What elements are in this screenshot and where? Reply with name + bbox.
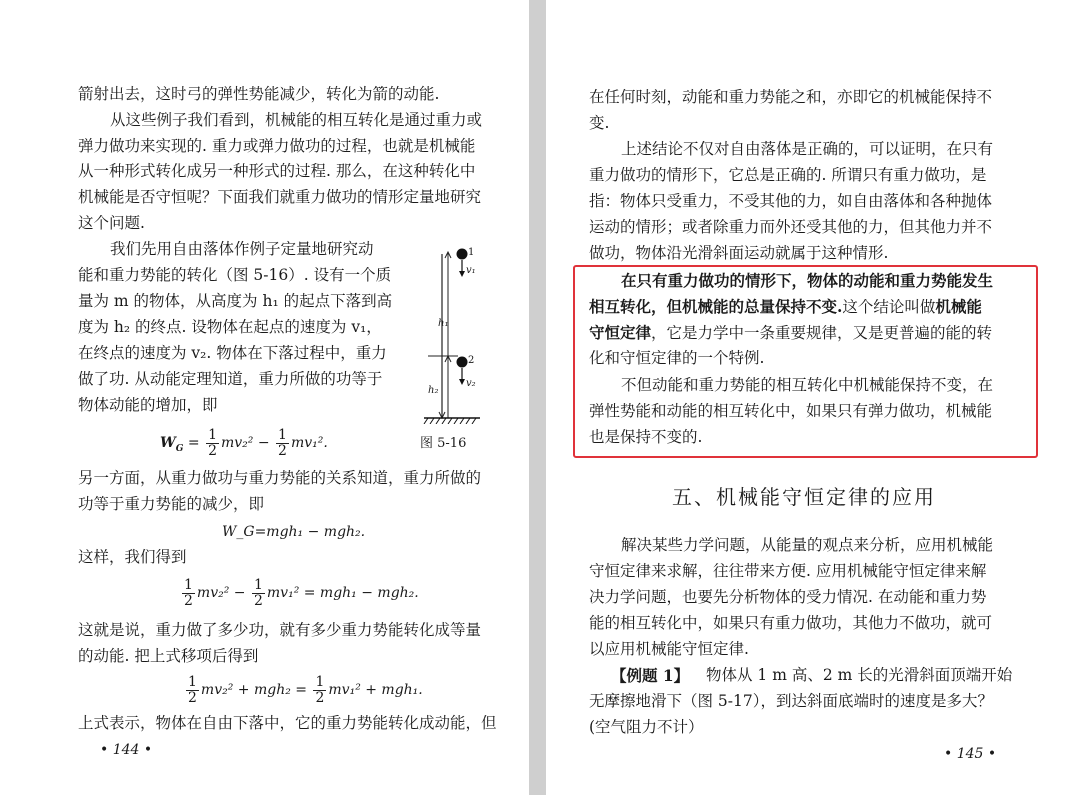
figure-caption: 图 5-16 — [420, 436, 467, 451]
law-term: 机械能 — [935, 297, 982, 316]
text-line: 弹力做功来实现的. 重力或弹力做功的过程，也就是机械能 — [78, 137, 476, 155]
free-fall-figure — [418, 244, 498, 424]
text-line: 从这些例子我们看到，机械能的相互转化是通过重力或 — [110, 111, 483, 129]
text-line: 的动能. 把上式移项后得到 — [78, 647, 259, 665]
text-line: 机械能是否守恒呢？下面我们就重力做功的情形定量地研究 — [78, 188, 482, 206]
example-line: 物体从 1 m 高、2 m 长的光滑斜面顶端开始 — [706, 666, 1013, 684]
text-line: 能的相互转化中，如果只有重力做功，其他力不做功，就可 — [589, 614, 993, 632]
ball1-label: 1 — [468, 247, 475, 258]
example-label: 【例题 1】 — [611, 666, 690, 685]
text-line: 这就是说，重力做了多少功，就有多少重力势能转化成等量 — [78, 621, 482, 639]
law-line — [589, 325, 992, 342]
equation-work-kinetic: $W_G$ = $\frac{1}{2}$ mv₂² − $\frac{1}{2}$ mv₁². — [160, 427, 328, 459]
text-line: 在终点的速度为 v₂. 物体在下落过程中，重力 — [78, 344, 387, 362]
text-line: 以应用机械能守恒定律. — [589, 640, 749, 658]
text-line: 指：物体只受重力，不受其他的力，如自由落体和各种抛体 — [589, 192, 993, 210]
text-line: 解决某些力学问题，从能量的观点来分析，应用机械能 — [621, 536, 994, 554]
equation-energy-equality: $\frac{1}{2}$ mv₂² − $\frac{1}{2}$ mv₁² = mgh₁ − mgh₂. — [184, 577, 419, 609]
text-line: 上述结论不仅对自由落体是正确的，可以证明，在只有 — [621, 140, 994, 158]
law-line: 弹性势能和动能的相互转化中，如果只有弹力做功，机械能 — [589, 402, 993, 420]
v2-label: v₂ — [466, 378, 476, 389]
law-line: 在只有重力做功的情形下，物体的动能和重力势能发生 — [621, 271, 994, 290]
law-regular-part: ，它是力学中一条重要规律，又是更普遍的能的转 — [651, 324, 993, 342]
text-line: 重力做功的情形下，它总是正确的. 所谓只有重力做功，是 — [589, 166, 987, 184]
h1-label: h₁ — [438, 318, 449, 329]
ball2-label: 2 — [468, 355, 475, 366]
text-line: 决力学问题，也要先分析物体的受力情况. 在动能和重力势 — [589, 588, 987, 606]
text-line: 物体动能的增加，即 — [78, 396, 218, 414]
text-line: 变. — [589, 114, 610, 132]
text-line: 做了功. 从动能定理知道，重力所做的功等于 — [78, 370, 383, 388]
law-regular-part: 这个结论叫做 — [842, 298, 936, 316]
left-page — [0, 0, 529, 795]
law-bold-part: 相互转化，但机械能的总量保持不变. — [589, 297, 843, 316]
ball-end — [457, 357, 468, 368]
text-line: 我们先用自由落体作例子定量地研究动 — [110, 240, 374, 258]
section-title: 五、机械能守恒定律的应用 — [672, 485, 936, 509]
text-line: 这个问题. — [78, 214, 145, 232]
law-line — [589, 299, 982, 316]
law-line: 也是保持不变的. — [589, 428, 703, 446]
equation-conservation: $\frac{1}{2}$ mv₂² + mgh₂ = $\frac{1}{2}$ mv₁² + mgh₁. — [188, 674, 423, 706]
text-line: 另一方面，从重力做功与重力势能的关系知道，重力所做的 — [78, 469, 482, 487]
example-line: (空气阻力不计） — [589, 718, 704, 736]
page-number: • 145 • — [944, 746, 997, 762]
equation-work-potential: W_G=mgh₁ − mgh₂. — [222, 524, 366, 540]
text-line: 这样，我们得到 — [78, 548, 187, 566]
law-term: 守恒定律 — [589, 323, 652, 342]
text-line: 箭射出去，这时弓的弹性势能减少，转化为箭的动能. — [78, 85, 440, 103]
text-line: 能和重力势能的转化（图 5-16）. 设有一个质 — [78, 266, 392, 284]
book-gutter — [529, 0, 546, 795]
page-number: • 144 • — [100, 742, 153, 758]
text-line: 守恒定律来求解，往往带来方便. 应用机械能守恒定律来解 — [589, 562, 987, 580]
text-line: 在任何时刻，动能和重力势能之和，亦即它的机械能保持不 — [589, 88, 993, 106]
ball-start — [457, 249, 468, 260]
text-line: 量为 m 的物体，从高度为 h₁ 的起点下落到高 — [78, 292, 393, 310]
law-line: 化和守恒定律的一个特例. — [589, 349, 765, 367]
example-line: 无摩擦地滑下（图 5-17），到达斜面底端时的速度是多大？ — [589, 692, 994, 710]
h2-label: h₂ — [428, 385, 439, 396]
text-line: 运动的情形；或者除重力而外还受其他的力，但其他力并不 — [589, 218, 993, 236]
text-line: 上式表示，物体在自由下落中，它的重力势能转化成动能，但 — [78, 714, 497, 732]
law-line: 不但动能和重力势能的相互转化中机械能保持不变，在 — [621, 376, 994, 394]
text-line: 做功，物体沿光滑斜面运动就属于这种情形. — [589, 244, 889, 262]
text-line: 度为 h₂ 的终点. 设物体在起点的速度为 v₁， — [78, 318, 382, 336]
v1-label: v₁ — [466, 265, 476, 276]
text-line: 功等于重力势能的减少，即 — [78, 495, 265, 513]
text-line: 从一种形式转化成另一种形式的过程. 那么，在这种转化中 — [78, 162, 476, 180]
